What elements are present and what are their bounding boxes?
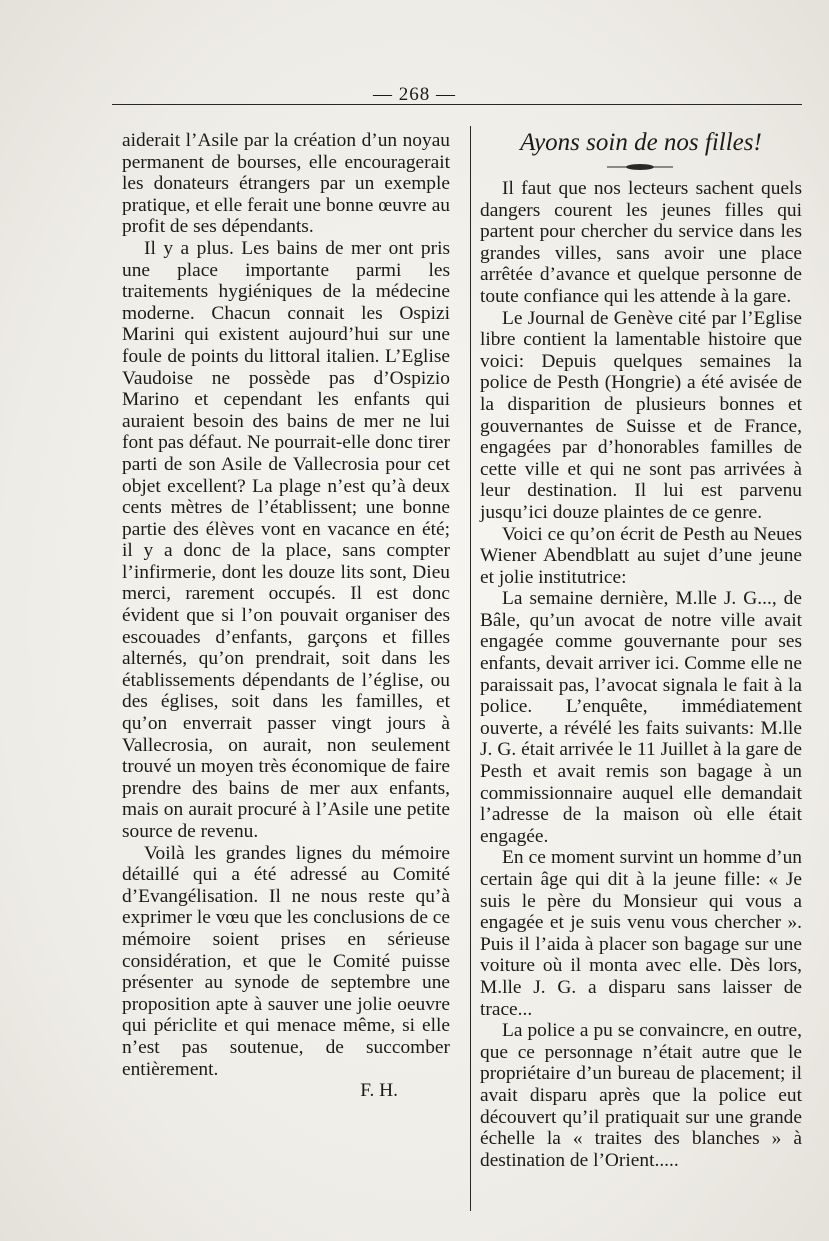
right-paragraph-1: Il faut que nos lecteurs sachent quels dangers courent les jeunes filles qui partent pour chercher du service dans les grandes villes, sans avoir une place arrêtée d’avance et quelque personne de toute confiance qui les attende à la gare. <box>480 178 802 307</box>
page-number: — 268 — <box>373 84 456 105</box>
left-column <box>122 130 450 1102</box>
left-paragraph-3: Voilà les grandes lignes du mémoire détaillé qui a été adressé au Comité d’Evangélisation. Il ne nous reste qu’à exprimer le vœu que les conclusions de ce mémoire soient prises en sérieuse considération, et que le Comité puisse présenter au synode de septembre une proposition apte à sauver une jolie oeuvre qui périclite et qui menace même, si elle n’est pas soutenue, de succomber entièrement. <box>122 842 450 1080</box>
right-paragraph-6: La police a pu se convaincre, en outre, que ce personnage n’était autre que le propriétaire d’un bureau de placement; il avait disparu après que la police eut découvert qu’il pratiquait sur une grande échelle la « traites des blanches » à destination de l’Orient..... <box>480 1020 802 1171</box>
right-column <box>480 178 802 1171</box>
signature: F. H. <box>360 1080 398 1102</box>
right-paragraph-4: La semaine dernière, M.lle J. G..., de Bâle, qu’un avocat de notre ville avait engagée comme gouvernante pour ses enfants, devait arriver ici. Comme elle ne paraissait pas, l’avocat signala le fait à la police. L’enquête, immédiatement ouverte, a révélé les faits suivants: M.lle J. G. était arrivée le 11 Juillet à la gare de Pesth et avait remis son bagage à un commissionnaire auquel elle demandait l’adresse de la maison où elle était engagée. <box>480 588 802 847</box>
left-paragraph-2: Il y a plus. Les bains de mer ont pris une place importante parmi les traitements hygiéniques de la médecine moderne. Chacun connait les Ospizi Marini qui existent aujourd’hui sur une foule de points du littoral italien. L’Eglise Vaudoise ne possède pas d’Ospizio Marino et cependant les enfants qui auraient besoin des bains de mer ne lui font pas défaut. Ne pourrait-elle donc tirer parti de son Asile de Vallecrosia pour cet objet excellent? La plage n’est qu’à deux cents mètres de l’établissent; une bonne partie des élèves vont en vacance en été; il y a donc de la place, sans compter l’infirmerie, dont les douze lits sont, Dieu merci, rarement occupés. Il est donc évident que si l’on pouvait organiser des escouades d’enfants, garçons et filles alternés, qu’on prendrait, soit dans les établissements dépendants de l’église, ou des églises, soit dans les familles, et qu’on enverrait passer vingt jours à Vallecrosia, on aurait, non seulement trouvé un moyen très économique de faire prendre des bains de mer aux enfants, mais on aurait procuré à l’Asile une petite source de revenu. <box>122 237 450 842</box>
right-paragraph-3: Voici ce qu’on écrit de Pesth au Neues Wiener Abendblatt au sujet d’une jeune et jolie institutrice: <box>480 523 802 588</box>
column-divider <box>470 126 471 1211</box>
right-paragraph-2: Le Journal de Genève cité par l’Eglise libre contient la lamentable histoire que voici: Depuis quelques semaines la police de Pesth (Hongrie) a été avisée de la disparition de plusieurs bonnes et gouvernantes de Suisse et de France, engagées par d’honorables familles de cette ville et qui ne sont pas arrivées à leur destination. Il lui est parvenu jusqu’ici douze plaintes de ce genre. <box>480 307 802 523</box>
title-ornament-icon <box>605 162 675 172</box>
left-paragraph-1: aiderait l’Asile par la création d’un noyau permanent de bourses, elle encouragerait les donateurs étrangers par un exemple pratique, et elle ferait une bonne œuvre au profit de ses dépendants. <box>122 130 450 238</box>
header-rule <box>112 104 802 105</box>
article-title: Ayons soin de nos filles! <box>520 129 762 156</box>
right-paragraph-5: En ce moment survint un homme d’un certain âge qui dit à la jeune fille: « Je suis le père du Monsieur qui vous a engagée et je suis venu vous chercher ». Puis il l’aida à placer son bagage sur une voiture où il monta avec elle. Dès lors, M.lle J. G. a disparu sans laisser de trace... <box>480 847 802 1020</box>
